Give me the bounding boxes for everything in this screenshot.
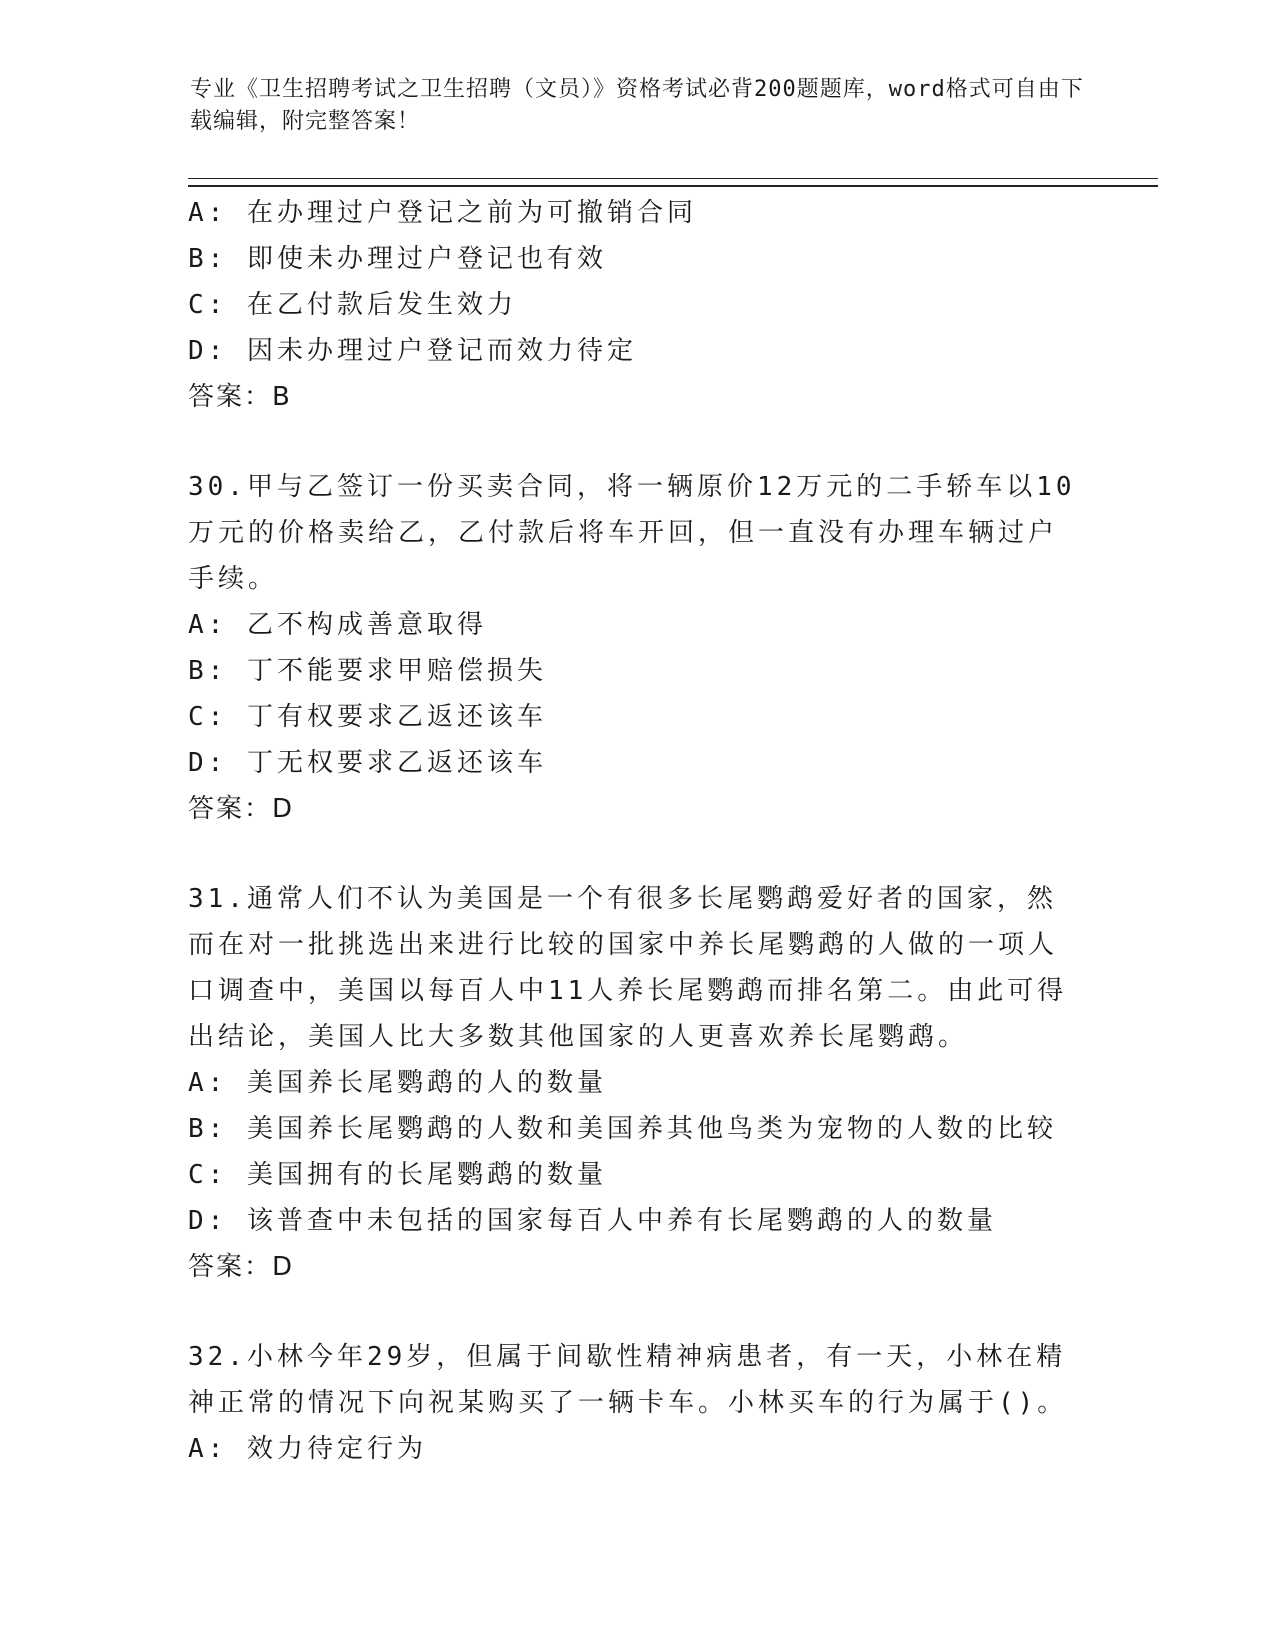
option-c: C: 在乙付款后发生效力 bbox=[188, 290, 517, 320]
option-d: D: 因未办理过户登记而效力待定 bbox=[188, 336, 637, 366]
question-stem: 32.小林今年29岁，但属于间歇性精神病患者，有一天，小林在精神正常的情况下向祝某购买了一辆卡车。小林买车的行为属于()。 bbox=[188, 1342, 1068, 1418]
answer-label: 答案：B bbox=[188, 382, 292, 412]
option-a: A: 乙不构成善意取得 bbox=[188, 610, 487, 640]
question-stem: 30.甲与乙签订一份买卖合同，将一辆原价12万元的二手轿车以10万元的价格卖给乙，乙付款后将车开回，但一直没有办理车辆过户手续。 bbox=[188, 472, 1076, 594]
header-divider bbox=[188, 178, 1158, 187]
question-block-30 bbox=[188, 464, 1088, 832]
option-b: B: 美国养长尾鹦鹉的人数和美国养其他鸟类为宠物的人数的比较 bbox=[188, 1114, 1057, 1144]
document-body bbox=[188, 190, 1088, 1472]
option-d: D: 丁无权要求乙返还该车 bbox=[188, 748, 547, 778]
question-stem: 31.通常人们不认为美国是一个有很多长尾鹦鹉爱好者的国家，然而在对一批挑选出来进行比较的国家中养长尾鹦鹉的人做的一项人口调查中，美国以每百人中11人养长尾鹦鹉而排名第二。由此可得出结论，美国人比大多数其他国家的人更喜欢养长尾鹦鹉。 bbox=[188, 884, 1068, 1052]
answer-label: 答案：D bbox=[188, 1252, 295, 1282]
question-block-prev bbox=[188, 190, 1088, 420]
option-a: A: 美国养长尾鹦鹉的人的数量 bbox=[188, 1068, 607, 1098]
option-b: B: 丁不能要求甲赔偿损失 bbox=[188, 656, 547, 686]
option-a: A: 在办理过户登记之前为可撤销合同 bbox=[188, 198, 697, 228]
option-b: B: 即使未办理过户登记也有效 bbox=[188, 244, 607, 274]
question-block-32 bbox=[188, 1334, 1088, 1472]
option-a: A: 效力待定行为 bbox=[188, 1434, 427, 1464]
answer-label: 答案：D bbox=[188, 794, 295, 824]
question-block-31 bbox=[188, 876, 1088, 1290]
option-c: C: 丁有权要求乙返还该车 bbox=[188, 702, 547, 732]
document-header: 专业《卫生招聘考试之卫生招聘（文员）》资格考试必背200题题库，word格式可自由下载编辑，附完整答案！ bbox=[190, 77, 1084, 134]
option-d: D: 该普查中未包括的国家每百人中养有长尾鹦鹉的人的数量 bbox=[188, 1206, 997, 1236]
option-c: C: 美国拥有的长尾鹦鹉的数量 bbox=[188, 1160, 607, 1190]
